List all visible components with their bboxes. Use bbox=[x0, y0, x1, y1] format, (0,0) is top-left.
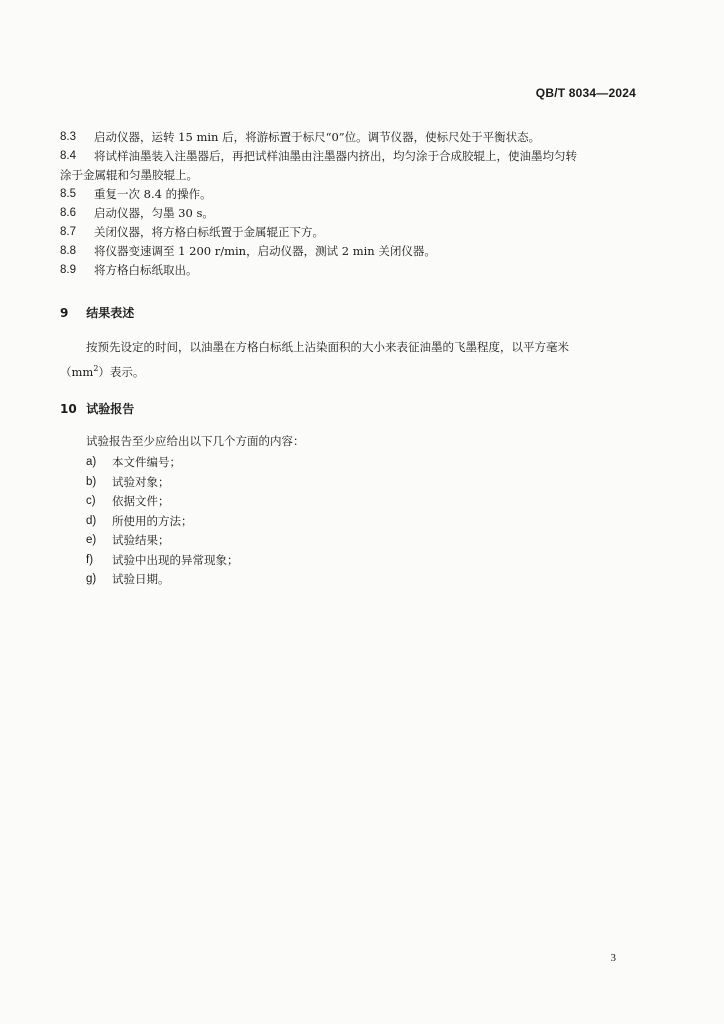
list-item bbox=[86, 492, 239, 512]
list-item bbox=[86, 570, 239, 590]
clause-number: 8.4 bbox=[60, 150, 76, 162]
list-text: 试验日期。 bbox=[112, 572, 170, 586]
clause-text: 重复一次 8.4 的操作。 bbox=[94, 187, 212, 201]
list-text: 所使用的方法； bbox=[112, 513, 193, 528]
page-number: 3 bbox=[610, 952, 616, 964]
clause-8-9 bbox=[60, 261, 650, 280]
list-letter: f) bbox=[86, 553, 94, 566]
clause-text: 启动仪器，匀墨 30 s。 bbox=[94, 206, 214, 220]
list-text: 试验对象； bbox=[112, 474, 170, 489]
paragraph-line-1: 按预先设定的时间，以油墨在方格白标纸上沾染面积的大小来表征油墨的飞墨程度，以平方毫米 bbox=[86, 340, 569, 354]
list-letter: e) bbox=[86, 534, 97, 546]
list-text: 试验中出现的异常现象； bbox=[112, 552, 239, 567]
section-number: 9 bbox=[60, 306, 69, 320]
clause-text: 将试样油墨装入注墨器后，再把试样油墨由注墨器内挤出，均匀涂于合成胶辊上，使油墨均匀转 bbox=[94, 149, 577, 163]
list-text: 本文件编号； bbox=[112, 455, 181, 469]
list-letter: d) bbox=[86, 514, 97, 527]
clause-number: 8.7 bbox=[60, 226, 76, 238]
report-intro: 试验报告至少应给出以下几个方面的内容： bbox=[86, 434, 305, 448]
clause-number: 8.8 bbox=[60, 245, 76, 257]
list-item bbox=[86, 453, 239, 473]
unit-close: ）表示。 bbox=[98, 364, 145, 379]
section-10-heading bbox=[60, 400, 134, 417]
clause-8-5 bbox=[60, 185, 650, 204]
clause-8-6 bbox=[60, 204, 650, 223]
clause-text: 关闭仪器，将方格白标纸置于金属辊正下方。 bbox=[94, 225, 324, 239]
clause-text: 启动仪器，运转 15 min 后，将游标置于标尺“0”位。调节仪器，使标尺处于平衡状态。 bbox=[94, 130, 541, 144]
list-item bbox=[86, 473, 239, 493]
section-title: 试验报告 bbox=[86, 402, 135, 416]
list-item bbox=[86, 551, 239, 571]
section-number: 10 bbox=[60, 402, 77, 416]
clause-8-3 bbox=[60, 128, 650, 147]
list-letter: g) bbox=[86, 573, 97, 585]
list-letter: b) bbox=[86, 475, 97, 488]
list-item bbox=[86, 531, 239, 551]
clause-number: 8.3 bbox=[60, 131, 76, 143]
list-item bbox=[86, 512, 239, 532]
clause-number: 8.9 bbox=[60, 264, 76, 276]
clause-text: 将仪器变速调至 1 200 r/min，启动仪器，测试 2 min 关闭仪器。 bbox=[94, 244, 436, 258]
section-9-heading bbox=[60, 304, 134, 321]
section-title: 结果表述 bbox=[86, 306, 135, 320]
clause-8-4-continuation: 涂于金属辊和匀墨胶辊上。 bbox=[60, 168, 198, 182]
unit-superscript: 2 bbox=[93, 364, 99, 373]
clause-number: 8.6 bbox=[60, 207, 76, 219]
clause-number: 8.5 bbox=[60, 188, 76, 200]
list-text: 试验结果； bbox=[112, 533, 170, 547]
list-letter: c) bbox=[86, 495, 96, 507]
list-letter: a) bbox=[86, 456, 97, 468]
section-9-paragraph bbox=[60, 337, 650, 383]
clause-8-7 bbox=[60, 223, 650, 242]
list-text: 依据文件； bbox=[112, 494, 170, 508]
standard-code: QB/T 8034—2024 bbox=[535, 86, 636, 100]
clause-text: 将方格白标纸取出。 bbox=[94, 263, 198, 277]
clause-list bbox=[60, 128, 650, 280]
clause-8-4 bbox=[60, 147, 650, 166]
report-items-list bbox=[86, 453, 239, 590]
paragraph-line-2 bbox=[34, 358, 144, 383]
unit-open: （mm bbox=[60, 364, 94, 379]
clause-8-8 bbox=[60, 242, 650, 261]
